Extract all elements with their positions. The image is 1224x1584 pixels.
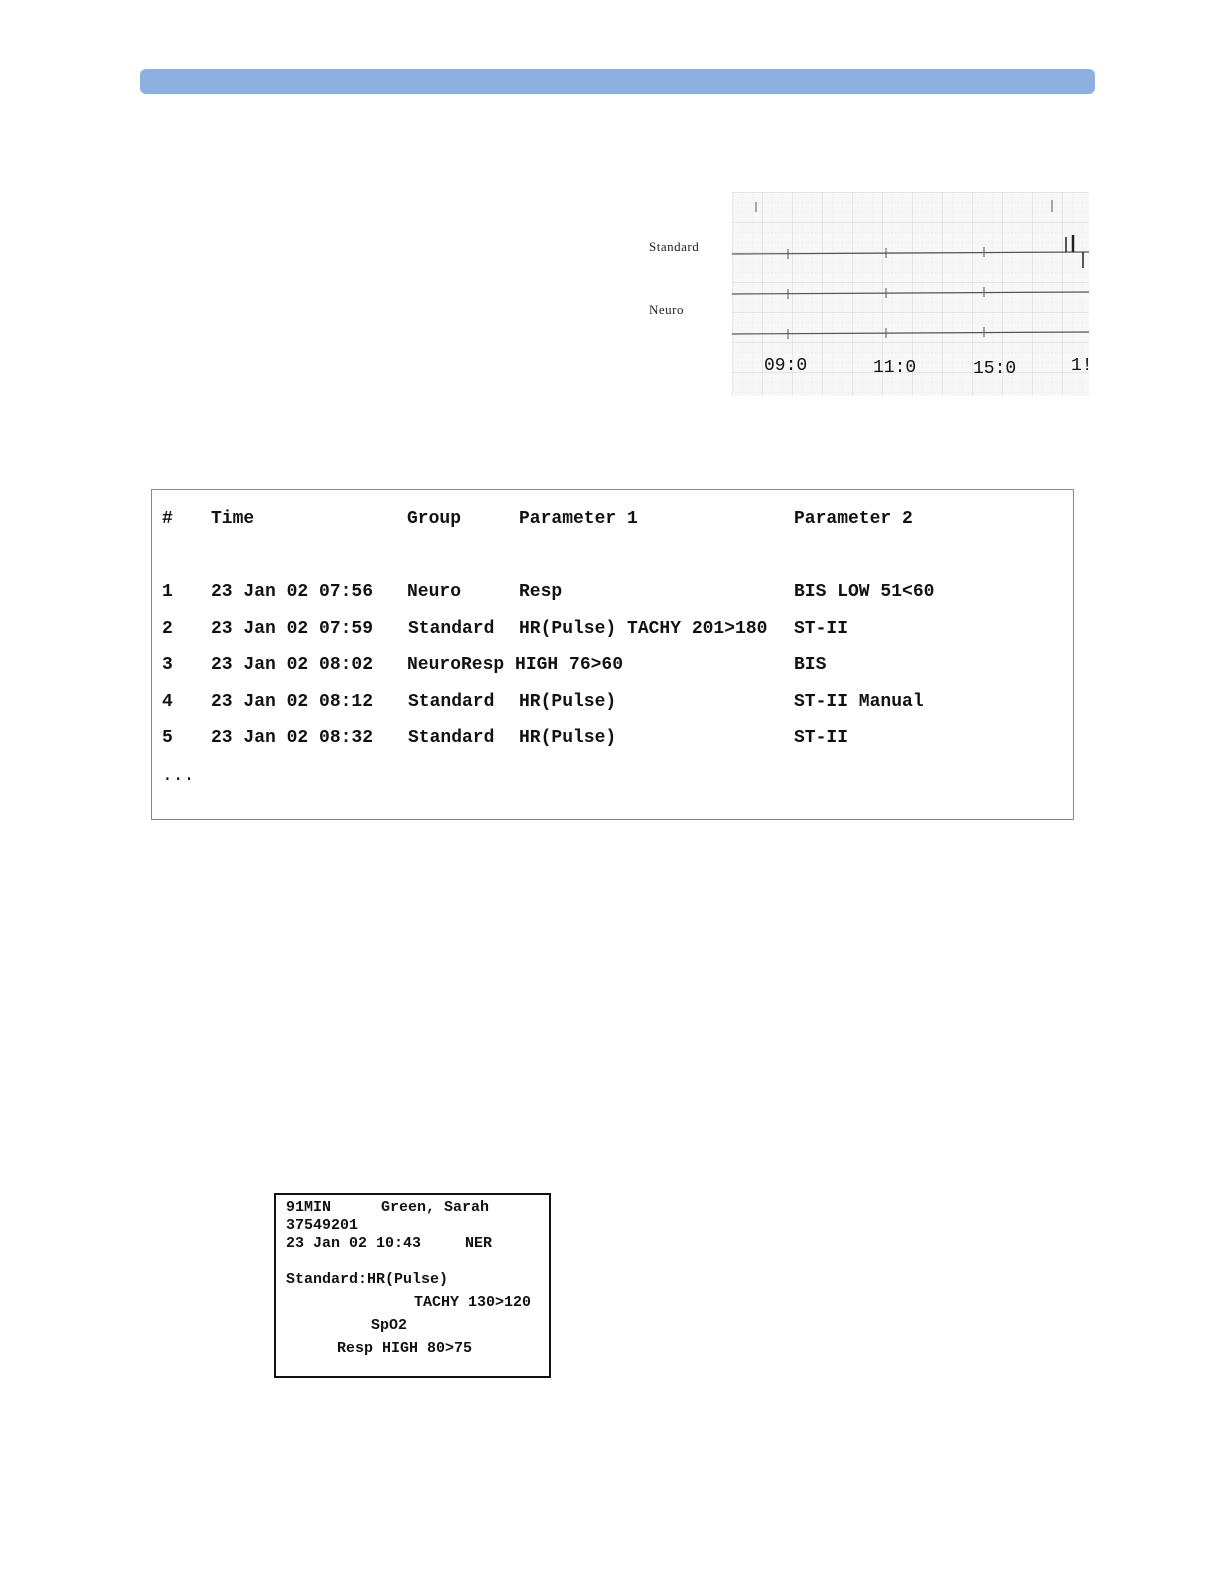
rec-patient-name: Green, Sarah [381, 1199, 490, 1216]
row-3-p2: BIS [794, 655, 827, 675]
row-3-group: NeuroResp HIGH 76>60 [407, 655, 624, 675]
row-1-time: 23 Jan 02 07:56 [211, 582, 374, 602]
strip-label-standard: Standard [649, 239, 700, 254]
header-num: # [162, 509, 173, 529]
rec-alarm-1: TACHY 130>120 [414, 1294, 532, 1311]
recording-printout [274, 1193, 551, 1378]
strip-time-3: 15:0 [973, 359, 1017, 379]
header-bar [140, 69, 1095, 94]
rec-datetime: 23 Jan 02 10:43 [286, 1235, 422, 1252]
row-2-time: 23 Jan 02 07:59 [211, 619, 374, 639]
row-3-num: 3 [162, 655, 173, 675]
row-1-num: 1 [162, 582, 173, 602]
strip-time-4: 1! [1071, 356, 1093, 376]
strip-chart [732, 192, 1093, 396]
header-group: Group [407, 509, 462, 529]
rec-code: NER [465, 1235, 493, 1252]
row-4-num: 4 [162, 692, 173, 712]
row-2-num: 2 [162, 619, 173, 639]
header-parameter-2: Parameter 2 [794, 509, 913, 529]
row-2-p1: HR(Pulse) TACHY 201>180 [519, 619, 768, 639]
rec-alarm-2: Resp HIGH 80>75 [337, 1340, 473, 1357]
row-5-num: 5 [162, 728, 173, 748]
row-5-p1: HR(Pulse) [519, 728, 617, 748]
row-2-p2: ST-II [794, 619, 849, 639]
header-time: Time [211, 509, 255, 529]
row-2-group: Standard [408, 619, 495, 639]
strip-time-2: 11:0 [873, 358, 917, 378]
table-ellipsis: ... [162, 766, 195, 786]
row-5-group: Standard [408, 728, 495, 748]
rec-param-2: SpO2 [371, 1317, 408, 1334]
strip-label-neuro: Neuro [649, 302, 684, 317]
row-4-time: 23 Jan 02 08:12 [211, 692, 374, 712]
alarm-list-box [151, 489, 1074, 820]
row-5-p2: ST-II [794, 728, 849, 748]
row-1-p2: BIS LOW 51<60 [794, 582, 935, 602]
row-5-time: 23 Jan 02 08:32 [211, 728, 374, 748]
strip-time-1: 09:0 [764, 356, 808, 376]
row-4-group: Standard [408, 692, 495, 712]
header-parameter-1: Parameter 1 [519, 509, 638, 529]
row-3-time: 23 Jan 02 08:02 [211, 655, 374, 675]
rec-duration: 91MIN [286, 1199, 332, 1216]
row-4-p2: ST-II Manual [794, 692, 924, 712]
rec-group-param: Standard:HR(Pulse) [286, 1271, 449, 1288]
row-1-group: Neuro [407, 582, 462, 602]
rec-patient-id: 37549201 [286, 1217, 359, 1234]
row-4-p1: HR(Pulse) [519, 692, 617, 712]
row-1-p1: Resp [519, 582, 563, 602]
